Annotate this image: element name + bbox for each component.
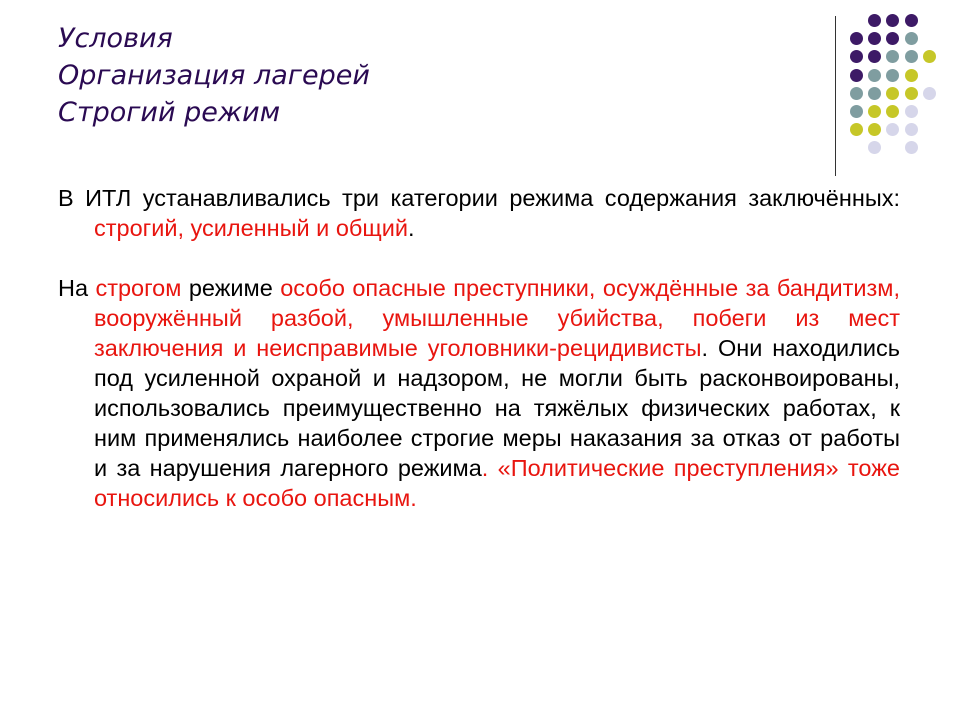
ornament-dot <box>905 14 918 27</box>
ornament-dot <box>850 32 863 45</box>
slide-title <box>58 20 818 131</box>
text-segment: . Они находились под усиленной охраной и надзором, не могли быть расконвоированы, использовались преимущественно на тяжёлых физических работах, к ним применялись наиболее строгие меры наказания за отказ от работы и за нарушения лагерного режима <box>94 335 900 481</box>
ornament-dot <box>905 50 918 63</box>
ornament-dot <box>905 141 918 154</box>
highlight-strict: строгом <box>95 275 182 301</box>
highlight-regime-types: строгий, усиленный и общий <box>94 215 408 241</box>
ornament-dot <box>905 87 918 100</box>
highlight-dangerous-criminals: особо опасные преступники, осуждённые за бандитизм, вооружённый разбой, умышленные убийства, побеги из мест заключения и неисправимые уголовники-рецидивисты <box>94 275 900 361</box>
ornament-dot <box>850 123 863 136</box>
paragraph-strict-regime <box>58 273 900 513</box>
ornament-dot <box>886 105 899 118</box>
ornament-dot <box>868 14 881 27</box>
ornament-dot <box>868 32 881 45</box>
title-line-camp-organization: Организация лагерей <box>58 60 370 91</box>
paragraph-regime-categories <box>58 183 900 243</box>
text-segment: В ИТЛ устанавливались три категории режима содержания заключённых: <box>58 185 900 211</box>
slide-body <box>58 183 900 543</box>
ornament-dot <box>850 105 863 118</box>
ornament-dot <box>886 87 899 100</box>
ornament-dot <box>905 69 918 82</box>
ornament-dot <box>905 123 918 136</box>
text-segment: На <box>58 275 96 301</box>
title-line-strict-regime: Строгий режим <box>58 97 281 128</box>
ornament-dot <box>905 105 918 118</box>
dot-grid-ornament-icon <box>850 14 950 164</box>
ornament-dot <box>905 32 918 45</box>
vertical-divider <box>835 16 836 176</box>
ornament-dot <box>868 87 881 100</box>
ornament-dot <box>886 32 899 45</box>
ornament-dot <box>923 50 936 63</box>
ornament-dot <box>868 123 881 136</box>
ornament-dot <box>850 50 863 63</box>
ornament-dot <box>868 50 881 63</box>
ornament-dot <box>923 87 936 100</box>
ornament-dot <box>868 69 881 82</box>
ornament-dot <box>886 14 899 27</box>
ornament-dot <box>868 105 881 118</box>
ornament-dot <box>886 69 899 82</box>
text-segment: . <box>407 215 415 241</box>
ornament-dot <box>886 123 899 136</box>
ornament-dot <box>850 87 863 100</box>
ornament-dot <box>886 50 899 63</box>
ornament-dot <box>868 141 881 154</box>
title-line-conditions: Условия <box>58 23 173 54</box>
ornament-dot <box>850 69 863 82</box>
highlight-political-crimes: . «Политические преступления» тоже относились к особо опасным. <box>94 455 900 511</box>
text-segment: режиме <box>181 275 281 301</box>
